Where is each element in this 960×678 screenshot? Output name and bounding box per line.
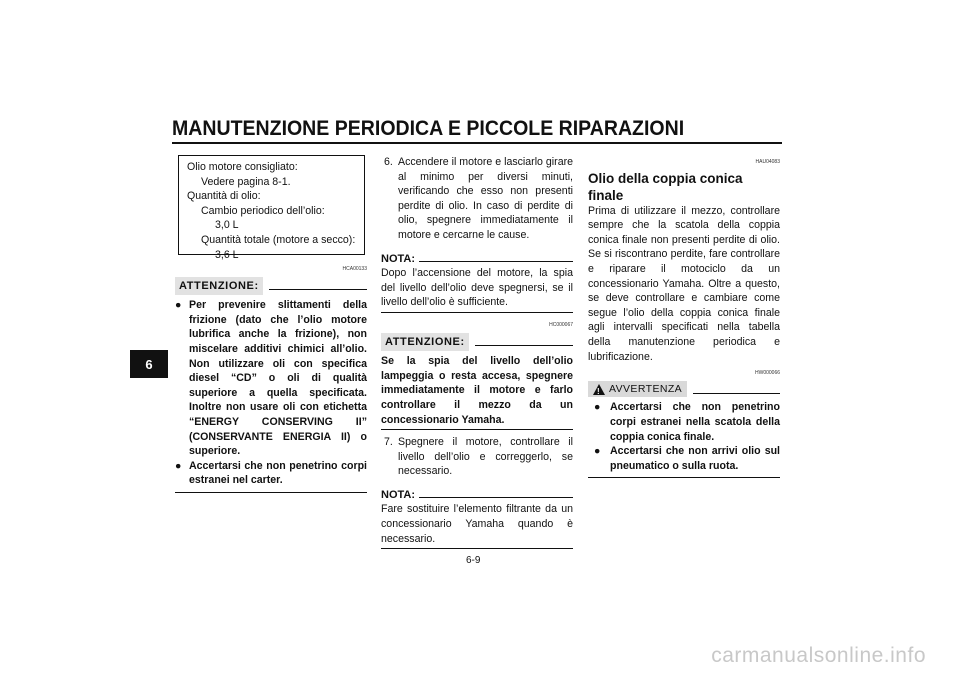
- bullet-text: Accertarsi che non penetrino corpi estranei nel carter.: [189, 459, 367, 487]
- oil-spec-line: 3,0 L: [215, 219, 239, 232]
- bullet-text: Accertarsi che non arrivi olio sul pneumatico o sulla ruota.: [610, 445, 780, 472]
- oil-spec-line: Cambio periodico dell’olio:: [201, 204, 325, 217]
- right-column: [588, 155, 780, 478]
- step-6: [381, 155, 573, 243]
- bullet-icon: ●: [175, 459, 182, 472]
- section-code: HAU04083: [755, 159, 780, 165]
- warning-label: AVVERTENZA: [609, 382, 683, 395]
- caution-code: HCA00133: [342, 266, 367, 272]
- caution-header: [381, 333, 573, 352]
- note-header: [381, 252, 573, 267]
- left-caution-block: [175, 262, 367, 493]
- bullet-text: Per prevenire slittamenti della frizione (dato che l’olio motore lubrifica anche la frizione), non miscelare additivi chimici all’olio. Non utilizzare oli con specifica diesel “CD” o oli di qualità superiore a quella specificata. Inoltre non usare oli con etichetta “ENERGY CONSERVING II” (CONSERVANTE ENERGIA II) o superiore.: [189, 299, 367, 458]
- section-body: Prima di utilizzare il mezzo, controllare sempre che la scatola della coppia conica finale non presenti perdite di olio. Se si riscontrano perdite, fare controllare e riparare il motociclo da un concessionario Yamaha. Oltre a questo, se deve controllare e cambiare come segue l’olio della coppia conica finale agli intervalli specificati nella tabella della manutenzione periodica e lubrificazione.: [588, 204, 780, 363]
- note-label: NOTA:: [381, 252, 416, 265]
- caution-label: ATTENZIONE:: [381, 333, 469, 352]
- oil-spec-box: [178, 155, 365, 261]
- page-title: MANUTENZIONE PERIODICA E PICCOLE RIPARAZIONI: [172, 117, 685, 140]
- page-number: 6-9: [466, 555, 481, 566]
- oil-spec-line: Olio motore consigliato:: [187, 161, 298, 173]
- warning-header: [588, 381, 780, 398]
- bullet-icon: ●: [594, 401, 601, 414]
- note-end-rule: [381, 548, 573, 549]
- oil-spec-line: Quantità di olio:: [187, 190, 261, 203]
- oil-spec-line: Quantità totale (motore a secco):: [201, 233, 356, 246]
- note-label: NOTA:: [381, 488, 416, 501]
- note-end-rule: [381, 312, 573, 313]
- list-item: [588, 400, 780, 444]
- title-rule: [172, 142, 782, 144]
- note-text: Fare sostituire l’elemento filtrante da un concessionario Yamaha quando è necessario.: [381, 503, 573, 545]
- watermark: carmanualsonline.info: [711, 644, 926, 667]
- warning-rule: [693, 393, 780, 394]
- step-text: Accendere il motore e lasciarlo girare al minimo per diversi minuti, verificando che esso non presenti perdite di olio. In caso di perdite di olio, spegnere immediatamente il motore e cercarne le cause.: [398, 156, 573, 241]
- bullet-text: Accertarsi che non penetrino corpi estranei nella scatola della coppia conica finale.: [610, 401, 780, 443]
- chapter-tab: 6: [130, 350, 168, 378]
- warning-badge: [588, 381, 687, 398]
- caution-text: Se la spia del livello dell’olio lampeggia o resta accesa, spegnere immediatamente il motore e farlo controllare il mezzo da un concessionario Yamaha.: [381, 355, 573, 426]
- note-header: [381, 488, 573, 503]
- caution-rule: [269, 289, 367, 290]
- warning-code: HW000066: [754, 370, 780, 377]
- oil-spec-line: 3,6 L: [215, 248, 239, 261]
- list-item: [588, 444, 780, 473]
- note-rule: [419, 261, 573, 262]
- caution-bullets: [175, 298, 367, 488]
- bullet-icon: ●: [594, 445, 601, 458]
- caution-rule: [475, 345, 573, 346]
- step-text: Spegnere il motore, controllare il livello dell’olio e correggerlo, se necessario.: [398, 436, 573, 478]
- warning-bullets: [588, 400, 780, 473]
- section-heading: Olio della coppia conica finale: [588, 170, 743, 203]
- warning-triangle-icon: !: [593, 384, 605, 395]
- caution-header: [175, 277, 367, 296]
- note-rule: [419, 497, 573, 498]
- warning-end-rule: [588, 477, 780, 478]
- list-item: [175, 459, 367, 488]
- step-number: 6.: [384, 156, 393, 168]
- step-number: 7.: [384, 436, 393, 449]
- caution-code: HC000067: [549, 321, 573, 328]
- caution-end-rule: [175, 492, 367, 493]
- oil-spec-line: Vedere pagina 8-1.: [201, 175, 291, 188]
- step-7: [381, 435, 573, 479]
- note-text: Dopo l’accensione del motore, la spia del livello dell’olio deve spegnersi, se il livello dell’olio è sufficiente.: [381, 267, 573, 309]
- caution-end-rule: [381, 429, 573, 430]
- list-item: [175, 298, 367, 459]
- middle-column: [381, 155, 573, 549]
- bullet-icon: ●: [175, 299, 182, 312]
- caution-label: ATTENZIONE:: [175, 277, 263, 296]
